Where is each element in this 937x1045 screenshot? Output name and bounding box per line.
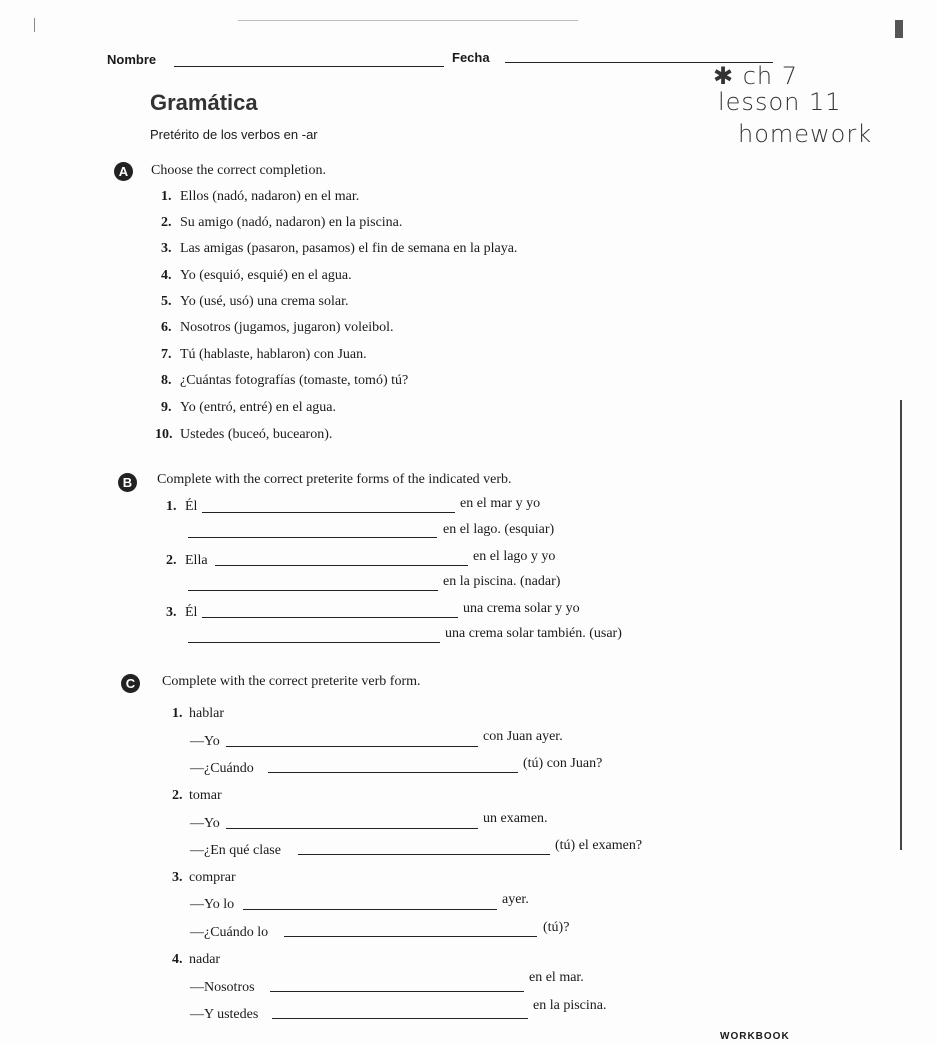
- list-item: Ellos (nadó, nadaron) en el mar.: [180, 189, 360, 204]
- list-item: ¿Cuántas fotografías (tomaste, tomó) tú?: [180, 373, 409, 388]
- item-text: Él: [185, 605, 198, 620]
- fecha-label: Fecha: [452, 50, 490, 65]
- handwritten-note: homework: [738, 120, 873, 148]
- item-number: 2.: [166, 553, 177, 568]
- answer-blank[interactable]: [272, 1018, 528, 1019]
- item-text: en el mar.: [529, 970, 584, 985]
- item-number: 10.: [155, 427, 173, 442]
- item-number: 4.: [172, 952, 183, 967]
- item-text: Él: [185, 499, 198, 514]
- item-text: —Yo: [190, 816, 220, 831]
- item-number: 2.: [172, 788, 183, 803]
- item-text: (tú)?: [543, 920, 570, 935]
- handwritten-note: lesson 11: [718, 88, 842, 116]
- list-item: Ustedes (buceó, bucearon).: [180, 427, 333, 442]
- item-text: en la piscina. (nadar): [443, 574, 561, 589]
- item-number: 2.: [161, 215, 172, 230]
- item-number: 6.: [161, 320, 172, 335]
- answer-blank[interactable]: [188, 590, 438, 591]
- verb-label: tomar: [189, 788, 222, 803]
- list-item: Las amigas (pasaron, pasamos) el fin de semana en la playa.: [180, 241, 518, 256]
- item-number: 3.: [166, 605, 177, 620]
- list-item: Tú (hablaste, hablaron) con Juan.: [180, 347, 367, 362]
- answer-blank[interactable]: [202, 617, 458, 618]
- item-text: con Juan ayer.: [483, 729, 563, 744]
- item-number: 1.: [172, 706, 183, 721]
- item-text: (tú) el examen?: [555, 838, 643, 853]
- answer-blank[interactable]: [215, 565, 468, 566]
- item-number: 1.: [166, 499, 177, 514]
- item-text: —Nosotros: [190, 980, 255, 995]
- item-number: 4.: [161, 268, 172, 283]
- item-number: 3.: [172, 870, 183, 885]
- item-text: —¿Cuándo lo: [190, 925, 269, 940]
- item-text: —Yo: [190, 734, 220, 749]
- item-text: una crema solar también. (usar): [445, 626, 622, 641]
- item-text: un examen.: [483, 811, 548, 826]
- scan-edge: [34, 18, 35, 32]
- item-text: (tú) con Juan?: [523, 756, 603, 771]
- item-number: 7.: [161, 347, 172, 362]
- item-text: en el lago y yo: [473, 549, 556, 564]
- item-text: —¿En qué clase: [190, 843, 281, 858]
- item-text: —Y ustedes: [190, 1007, 259, 1022]
- item-text: —Yo lo: [190, 897, 235, 912]
- handwritten-note: ✱ ch 7: [713, 62, 799, 90]
- answer-blank[interactable]: [268, 772, 518, 773]
- answer-blank[interactable]: [188, 537, 437, 538]
- answer-blank[interactable]: [188, 642, 440, 643]
- item-number: 3.: [161, 241, 172, 256]
- answer-blank[interactable]: [298, 854, 550, 855]
- item-number: 5.: [161, 294, 172, 309]
- item-text: ayer.: [502, 892, 529, 907]
- item-number: 8.: [161, 373, 172, 388]
- verb-label: hablar: [189, 706, 224, 721]
- verb-label: nadar: [189, 952, 221, 967]
- answer-blank[interactable]: [270, 991, 524, 992]
- item-number: 1.: [161, 189, 172, 204]
- nombre-field[interactable]: [174, 66, 444, 67]
- scan-edge: [238, 20, 578, 21]
- section-c-badge: C: [121, 674, 140, 693]
- list-item: Yo (usé, usó) una crema solar.: [180, 294, 349, 309]
- item-text: Ella: [185, 553, 208, 568]
- section-b-instruction: Complete with the correct preterite forms of the indicated verb.: [157, 472, 512, 487]
- section-a-badge: A: [114, 162, 133, 181]
- list-item: Nosotros (jugamos, jugaron) voleibol.: [180, 320, 394, 335]
- list-item: Yo (esquió, esquié) en el agua.: [180, 268, 352, 283]
- section-a-instruction: Choose the correct completion.: [151, 163, 326, 178]
- answer-blank[interactable]: [226, 746, 478, 747]
- scan-edge: [895, 20, 903, 38]
- footer-label: WORKBOOK: [720, 1031, 790, 1042]
- answer-blank[interactable]: [226, 828, 478, 829]
- answer-blank[interactable]: [202, 512, 455, 513]
- item-number: 9.: [161, 400, 172, 415]
- item-text: una crema solar y yo: [463, 601, 580, 616]
- list-item: Yo (entró, entré) en el agua.: [180, 400, 337, 415]
- list-item: Su amigo (nadó, nadaron) en la piscina.: [180, 215, 403, 230]
- verb-label: comprar: [189, 870, 236, 885]
- item-text: —¿Cuándo: [190, 761, 254, 776]
- scan-edge: [900, 400, 902, 850]
- item-text: en el mar y yo: [460, 496, 541, 511]
- page-subtitle: Pretérito de los verbos en -ar: [150, 127, 318, 142]
- page-title: Gramática: [150, 90, 258, 115]
- nombre-label: Nombre: [107, 52, 157, 67]
- item-text: en el lago. (esquiar): [443, 522, 555, 537]
- section-b-badge: B: [118, 473, 137, 492]
- item-text: en la piscina.: [533, 998, 607, 1013]
- answer-blank[interactable]: [243, 909, 497, 910]
- answer-blank[interactable]: [284, 936, 537, 937]
- section-c-instruction: Complete with the correct preterite verb form.: [162, 674, 421, 689]
